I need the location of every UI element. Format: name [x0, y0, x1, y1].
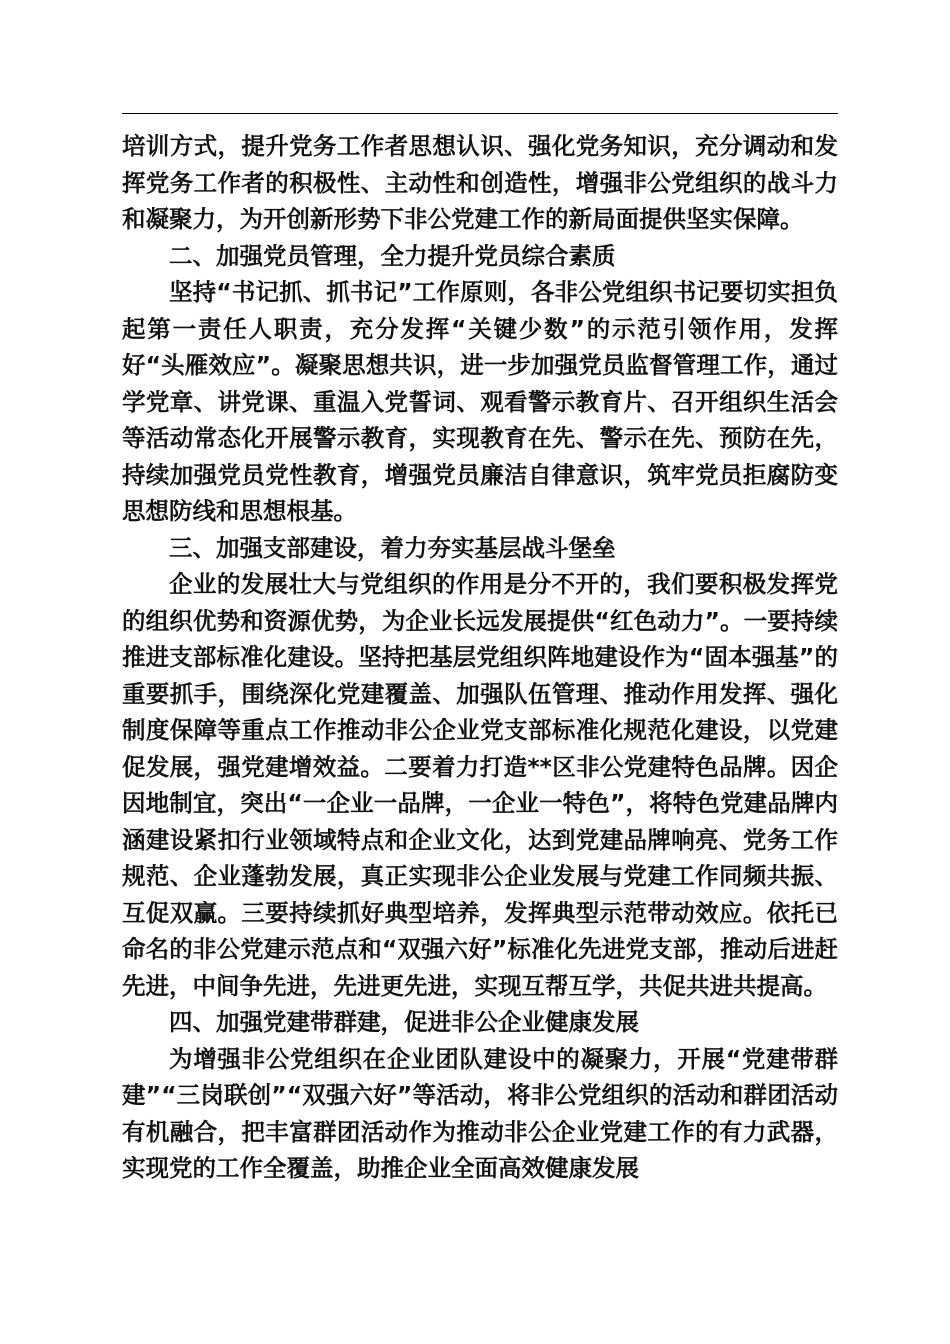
paragraph-continued: 培训方式，提升党务工作者思想认识、强化党务知识，充分调动和发挥党务工作者的积极性、主动性和创造性，增强非公党组织的战斗力和凝聚力，为开创新形势下非公党建工作的新局面提供坚实保障。 [122, 132, 838, 233]
section-heading-3: 三、加强支部建设，着力夯实基层战斗堡垒 [169, 533, 616, 562]
paragraph-party-member-management: 坚持“书记抓、抓书记”工作原则，各非公党组织书记要切实担负起第一责任人职责，充分发挥“关键少数”的示范引领作用，发挥好“头雁效应”。凝聚思想共识，进一步加强党员监督管理工作，通过学党章、讲党课、重温入党誓词、观看警示教育片、召开组织生活会等活动常态化开展警示教育，实现教育在先、警示在先、预防在先，持续加强党员党性教育，增强党员廉洁自律意识，筑牢党员拒腐防变思想防线和思想根基。 [122, 278, 838, 525]
paragraph-branch-construction: 企业的发展壮大与党组织的作用是分不开的，我们要积极发挥党的组织优势和资源优势，为企业长远发展提供“红色动力”。一要持续推进支部标准化建设。坚持把基层党组织阵地建设作为“固本强基”的重要抓手，围绕深化党建覆盖、加强队伍管理、推动作用发挥、强化制度保障等重点工作推动非公企业党支部标准化规范化建设，以党建促发展，强党建增效益。二要着力打造**区非公党建特色品牌。因企因地制宜，突出“一企业一品牌，一企业一特色”，将特色党建品牌内涵建设紧扣行业领域特点和企业文化，达到党建品牌响亮、党务工作规范、企业蓬勃发展，真正实现非公企业发展与党建工作同频共振、互促双赢。三要持续抓好典型培养，发挥典型示范带动效应。依托已命名的非公党建示范点和“双强六好”标准化先进党支部，推动后进赶先进，中间争先进，先进更先进，实现互帮互学，共促共进共提高。 [122, 570, 838, 1000]
header-rule [122, 113, 838, 114]
document-body [122, 128, 838, 1187]
paragraph-party-building-groups: 为增强非公党组织在企业团队建设中的凝聚力，开展“党建带群建”“三岗联创”“双强六好”等活动，将非公党组织的活动和群团活动有机融合，把丰富群团活动作为推动非公企业党建工作的有力武器，实现党的工作全覆盖，助推企业全面高效健康发展 [122, 1044, 838, 1182]
section-heading-2: 二、加强党员管理，全力提升党员综合素质 [169, 241, 616, 270]
section-heading-4: 四、加强党建带群建，促进非公企业健康发展 [169, 1008, 639, 1036]
